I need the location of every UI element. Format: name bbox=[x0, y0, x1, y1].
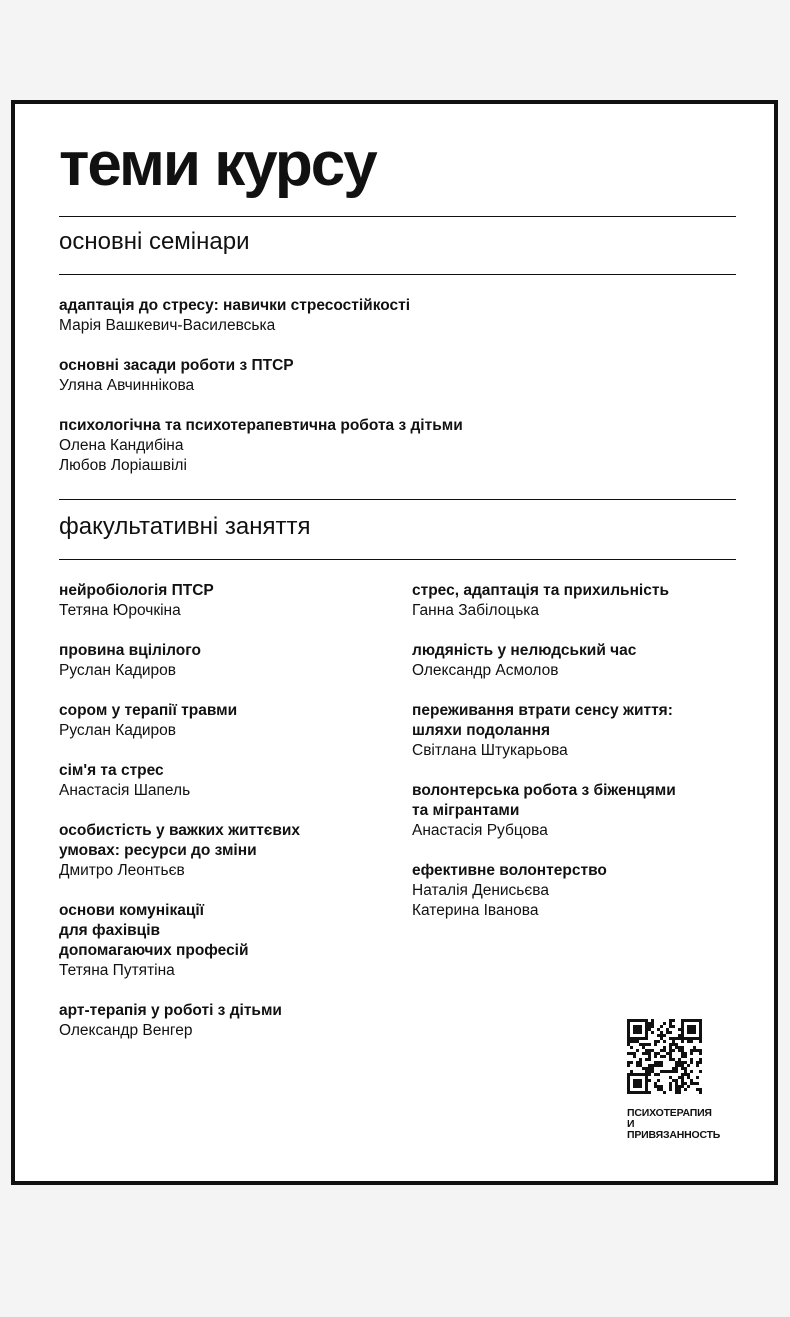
topic-title: стрес, адаптація та прихильність bbox=[412, 582, 669, 599]
topic-entry bbox=[59, 761, 399, 801]
topic-title: провина вцілілого bbox=[59, 642, 201, 659]
divider bbox=[59, 559, 736, 560]
topic-entry bbox=[59, 356, 736, 396]
lecturer-name: Уляна Авчиннікова bbox=[59, 377, 195, 394]
lecturer-name: Анастасія Шапель bbox=[59, 782, 191, 799]
electives-right-column bbox=[412, 581, 736, 941]
lecturer-name: Любов Лоріашвілі bbox=[59, 457, 187, 474]
lecturer-name: Катерина Іванова bbox=[412, 902, 539, 919]
lecturer-name: Наталія Денисьєва bbox=[412, 882, 549, 899]
topic-title: арт-терапія у роботі з дітьми bbox=[59, 1002, 282, 1019]
topic-entry bbox=[412, 581, 736, 621]
brand-block bbox=[627, 1019, 747, 1141]
topic-title: переживання втрати сенсу життя: шляхи подолання bbox=[412, 702, 673, 739]
main-seminars-heading: основні семінари bbox=[59, 228, 250, 255]
topic-entry bbox=[412, 641, 736, 681]
lecturer-name: Дмитро Леонтьєв bbox=[59, 862, 185, 879]
lecturer-name: Світлана Штукарьова bbox=[412, 742, 568, 759]
topic-title: нейробіологія ПТСР bbox=[59, 582, 214, 599]
divider bbox=[59, 274, 736, 275]
topic-entry bbox=[412, 701, 736, 761]
qr-code-icon[interactable] bbox=[627, 1019, 747, 1094]
topic-entry bbox=[59, 701, 399, 741]
topic-title: особистість у важких життєвих умовах: ресурси до зміни bbox=[59, 822, 301, 859]
electives-heading: факультативні заняття bbox=[59, 513, 311, 540]
lecturer-name: Тетяна Юрочкіна bbox=[59, 602, 181, 619]
topic-entry bbox=[59, 821, 399, 881]
lecturer-name: Руслан Кадиров bbox=[59, 722, 177, 739]
topic-entry bbox=[59, 901, 399, 981]
lecturer-name: Олександр Венгер bbox=[59, 1022, 193, 1039]
topic-entry bbox=[59, 581, 399, 621]
topic-entry bbox=[59, 416, 736, 476]
lecturer-name: Олена Кандибіна bbox=[59, 437, 184, 454]
topic-entry bbox=[412, 781, 736, 841]
lecturer-name: Руслан Кадиров bbox=[59, 662, 177, 679]
topic-title: людяність у нелюдський час bbox=[412, 642, 637, 659]
topic-entry bbox=[59, 1001, 399, 1041]
brand-name: ПСИХОТЕРАПИЯ И ПРИВЯЗАННОСТЬ bbox=[627, 1107, 721, 1141]
topic-title: волонтерська робота з біженцями та мігрантами bbox=[412, 782, 676, 819]
topic-entry bbox=[412, 861, 736, 921]
lecturer-name: Ганна Забілоцька bbox=[412, 602, 540, 619]
divider bbox=[59, 499, 736, 500]
lecturer-name: Марія Вашкевич-Василевська bbox=[59, 317, 276, 334]
topic-title: сім'я та стрес bbox=[59, 762, 164, 779]
lecturer-name: Анастасія Рубцова bbox=[412, 822, 548, 839]
course-topics-card bbox=[11, 100, 778, 1185]
electives-left-column bbox=[59, 581, 399, 1061]
topic-title: сором у терапії травми bbox=[59, 702, 238, 719]
lecturer-name: Олександр Асмолов bbox=[412, 662, 559, 679]
topic-title: психологічна та психотерапевтична робота з дітьми bbox=[59, 417, 463, 434]
lecturer-name: Тетяна Путятіна bbox=[59, 962, 175, 979]
page-title: теми курсу bbox=[59, 130, 376, 199]
topic-entry bbox=[59, 296, 736, 336]
divider bbox=[59, 216, 736, 217]
topic-entry bbox=[59, 641, 399, 681]
topic-title: адаптація до стресу: навички стресостійкості bbox=[59, 297, 411, 314]
topic-title: ефективне волонтерство bbox=[412, 862, 607, 879]
topic-title: основні засади роботи з ПТСР bbox=[59, 357, 294, 374]
topic-title: основи комунікації для фахівців допомагаючих професій bbox=[59, 902, 249, 959]
main-seminars-list bbox=[59, 296, 736, 496]
